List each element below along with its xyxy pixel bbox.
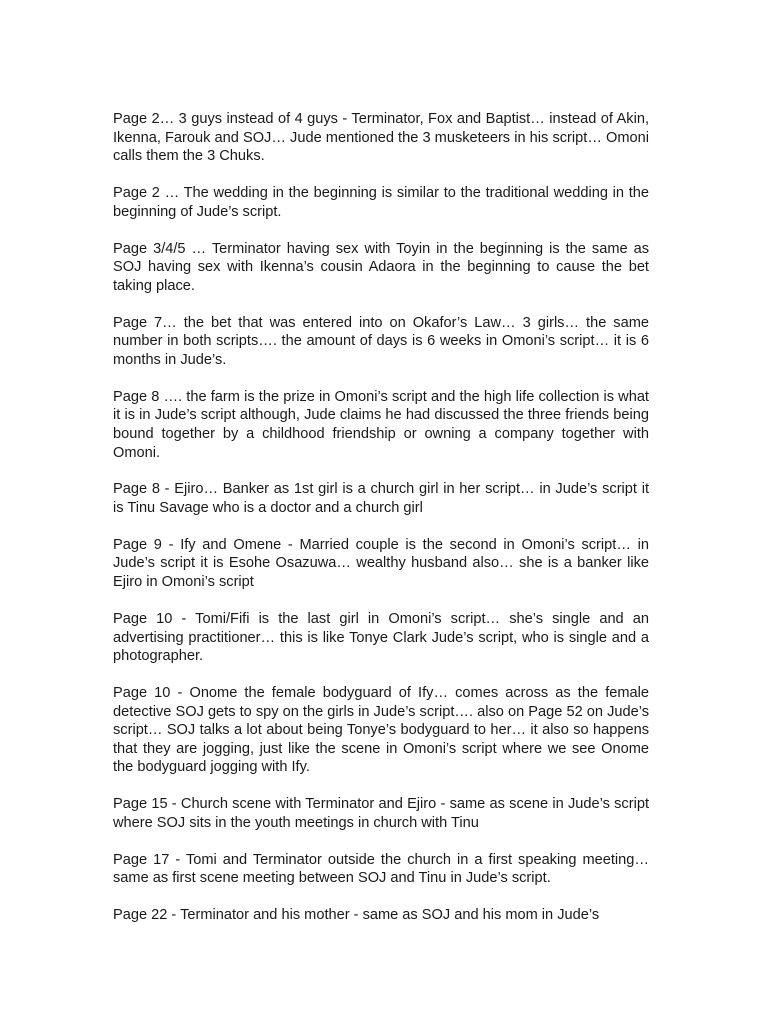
paragraph-page-10-onome: Page 10 - Onome the female bodyguard of Ify… comes across as the female detective SOJ gets to spy on the girls in Jude’s script…. also on Page 52 on Jude’s script… SOJ talks a lot about being Tonye’s bodyguard to her… it also so happens that they are jogging, just like the scene in Omoni’s script where we see Onome the bodyguard jogging with Ify. [113, 685, 649, 776]
paragraph-page-9-ify-omene: Page 9 - Ify and Omene - Married couple is the second in Omoni’s script… in Jude’s script it is Esohe Osazuwa… wealthy husband also… she is a banker like Ejiro in Omoni’s script [113, 536, 649, 591]
paragraph-page-22-mother: Page 22 - Terminator and his mother - same as SOJ and his mom in Jude’s [113, 907, 600, 924]
paragraph-page-15-church: Page 15 - Church scene with Terminator and Ejiro - same as scene in Jude’s script where SOJ sits in the youth meetings in church with Tinu [113, 796, 649, 831]
paragraph-page-2-three-guys: Page 2… 3 guys instead of 4 guys - Terminator, Fox and Baptist… instead of Akin, Ikenna, Farouk and SOJ… Jude mentioned the 3 musketeers in his script… Omoni calls them the 3 Chuks. [113, 111, 649, 165]
paragraph-page-3-4-5: Page 3/4/5 … Terminator having sex with Toyin in the beginning is the same as SOJ having sex with Ikenna’s cousin Adaora in the beginning to cause the bet taking place. [113, 240, 649, 294]
paragraph-page-7-bet: Page 7… the bet that was entered into on Okafor’s Law… 3 girls… the same number in both scripts…. the amount of days is 6 weeks in Omoni’s script… it is 6 months in Jude’s. [113, 314, 649, 368]
paragraph-page-17-tomi: Page 17 - Tomi and Terminator outside the church in a first speaking meeting… same as first scene meeting between SOJ and Tinu in Jude’s script. [113, 851, 649, 887]
document-page [113, 110, 649, 943]
paragraph-page-2-wedding: Page 2 … The wedding in the beginning is similar to the traditional wedding in the beginning of Jude’s script. [113, 185, 649, 220]
paragraph-page-10-tomi-fifi: Page 10 - Tomi/Fifi is the last girl in Omoni’s script… she’s single and an advertising practitioner… this is like Tonye Clark Jude’s script, who is single and a photographer. [113, 610, 649, 665]
paragraph-page-8-farm: Page 8 …. the farm is the prize in Omoni’s script and the high life collection is what it is in Jude’s script although, Jude claims he had discussed the three friends being bound together by a childhood friendship or owning a company together with Omoni. [113, 388, 649, 461]
paragraph-page-8-ejiro: Page 8 - Ejiro… Banker as 1st girl is a church girl in her script… in Jude’s script it is Tinu Savage who is a doctor and a church girl [113, 481, 649, 516]
